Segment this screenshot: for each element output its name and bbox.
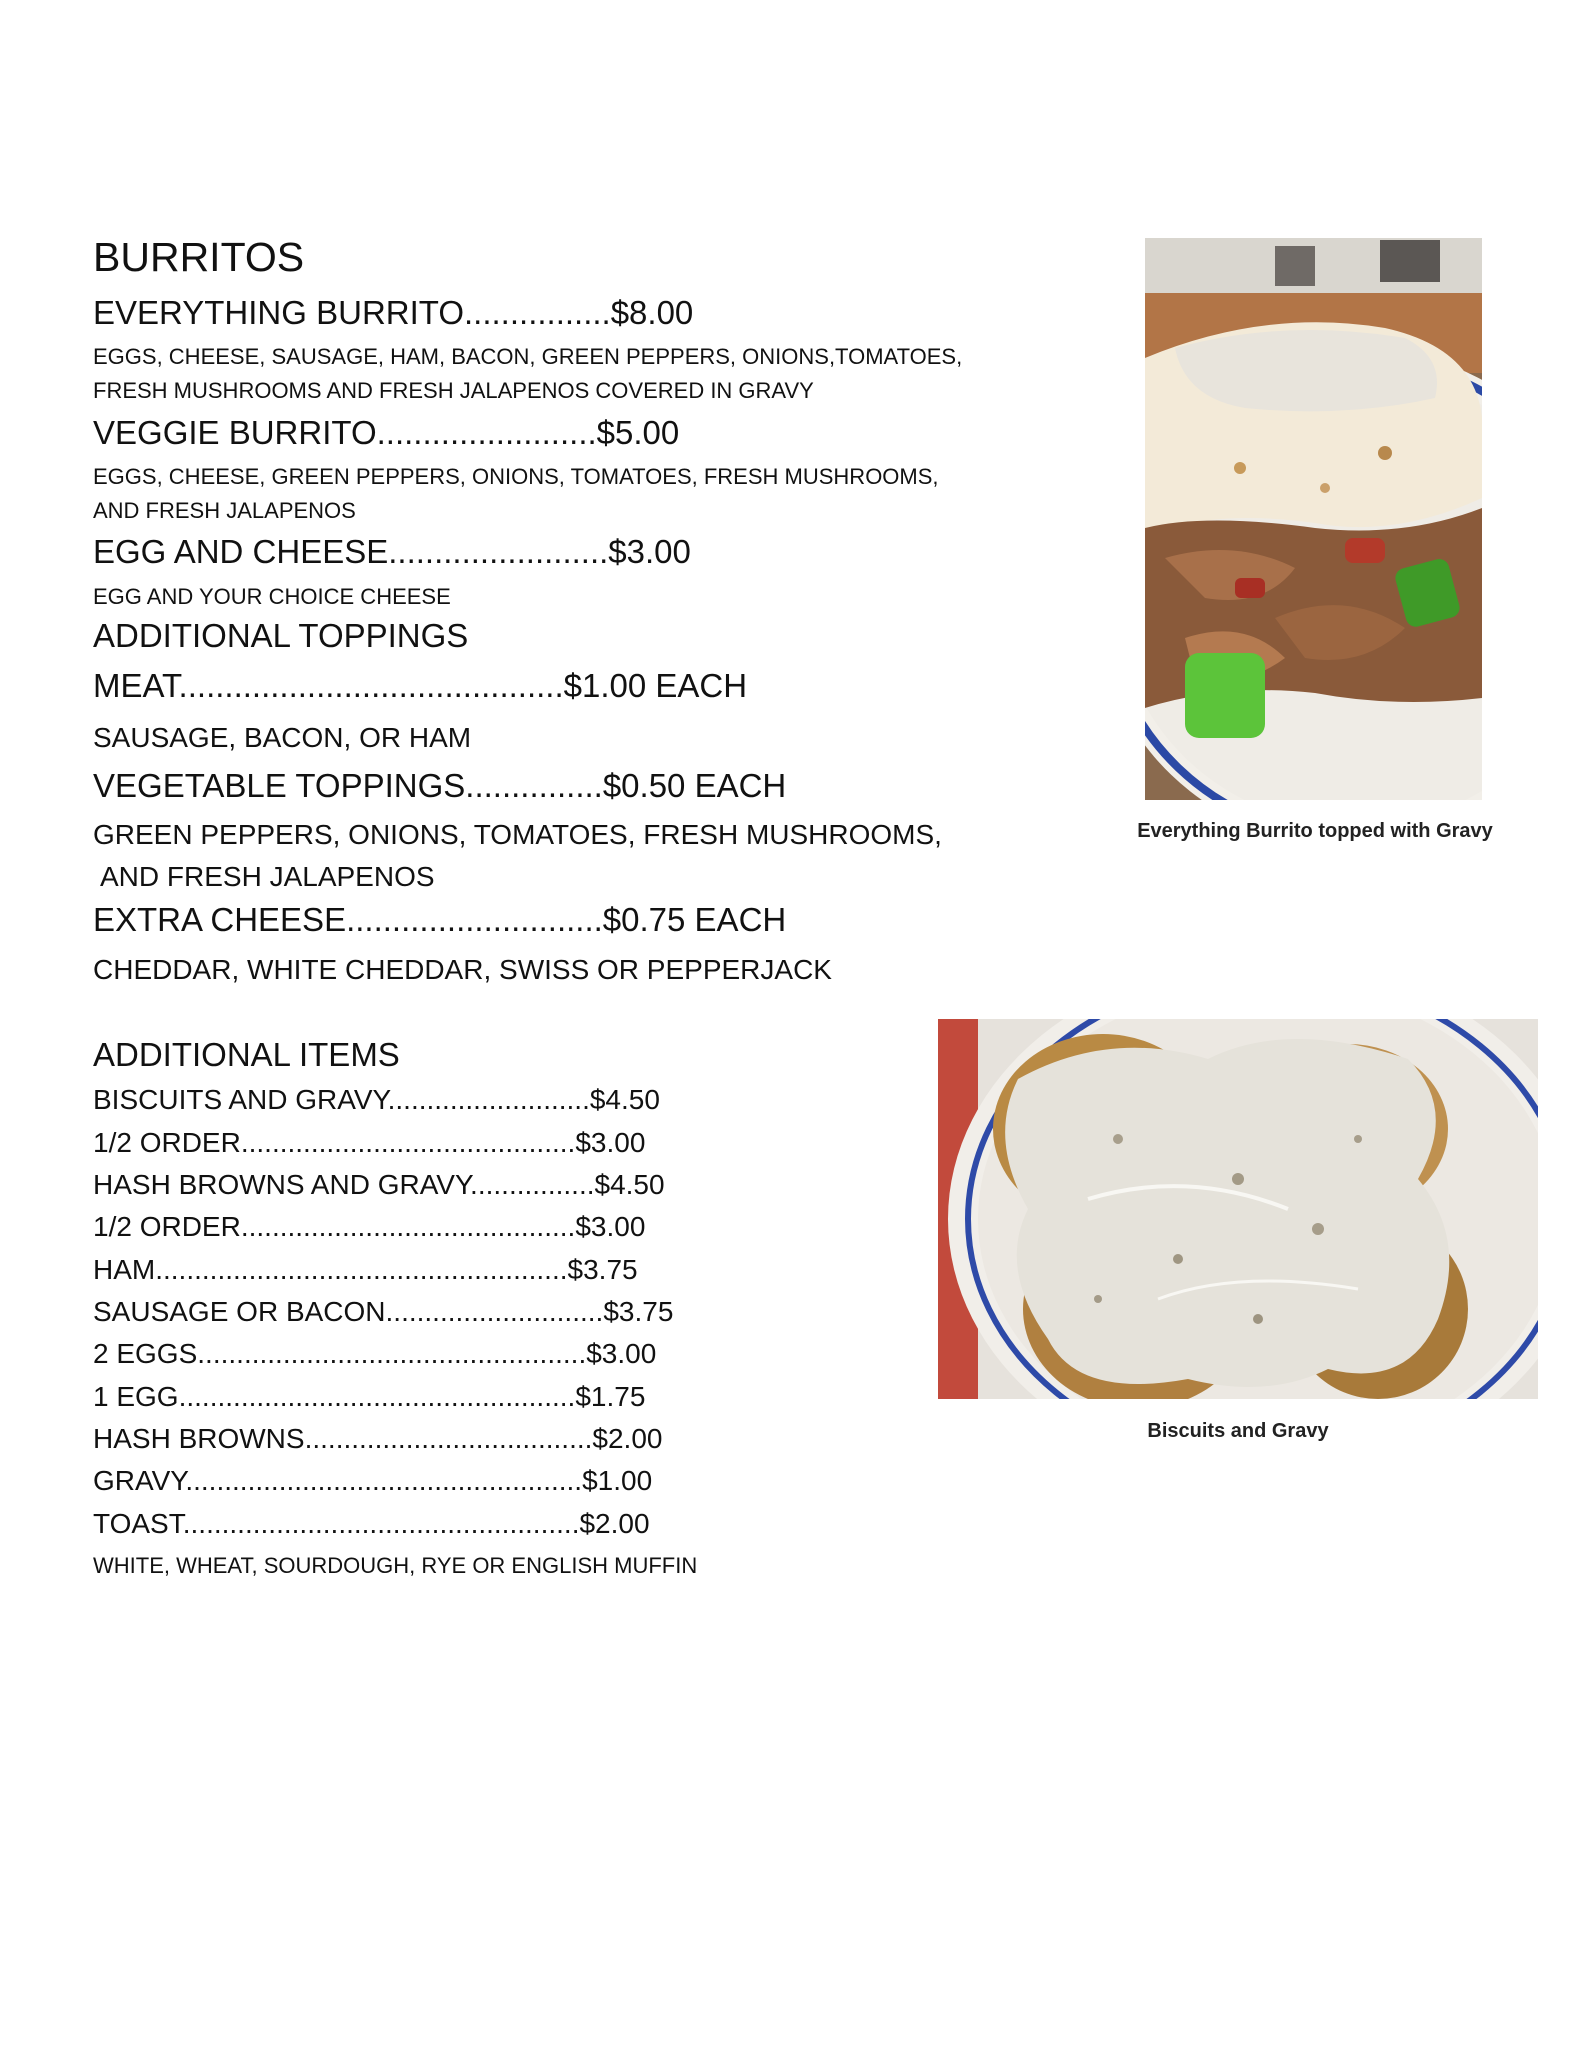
additional-item: 1/2 ORDER...........................................$3.00 — [93, 1211, 646, 1242]
biscuits-gravy-caption: Biscuits and Gravy — [1147, 1420, 1329, 1442]
egg-cheese-line: EGG AND CHEESE........................$3.00 — [93, 533, 691, 570]
additional-item: HAM.....................................................$3.75 — [93, 1254, 638, 1285]
additional-item: HASH BROWNS AND GRAVY................$4.50 — [93, 1169, 665, 1200]
additional-item: BISCUITS AND GRAVY..........................$4.50 — [93, 1084, 660, 1115]
additional-item: 1 EGG...................................................$1.75 — [93, 1381, 646, 1412]
toppings-heading: ADDITIONAL TOPPINGS — [93, 617, 469, 654]
egg-cheese-desc: EGG AND YOUR CHOICE CHEESE — [93, 584, 451, 609]
additional-item: HASH BROWNS.....................................$2.00 — [93, 1423, 663, 1454]
everything-burrito-desc-2: FRESH MUSHROOMS AND FRESH JALAPENOS COVERED IN GRAVY — [93, 378, 814, 403]
additional-item: GRAVY...................................................$1.00 — [93, 1465, 653, 1496]
everything-burrito-caption: Everything Burrito topped with Gravy — [1137, 820, 1493, 842]
meat-topping-desc: SAUSAGE, BACON, OR HAM — [93, 722, 472, 753]
veggie-burrito-desc-2: AND FRESH JALAPENOS — [93, 498, 356, 523]
additional-item: TOAST...................................................$2.00 — [93, 1508, 650, 1539]
extra-cheese-desc: CHEDDAR, WHITE CHEDDAR, SWISS OR PEPPERJACK — [93, 954, 832, 985]
meat-topping-line: MEAT..........................................$1.00 EACH — [93, 667, 748, 704]
veggie-burrito-desc-1: EGGS, CHEESE, GREEN PEPPERS, ONIONS, TOMATOES, FRESH MUSHROOMS, — [93, 464, 939, 489]
vegetable-topping-line: VEGETABLE TOPPINGS...............$0.50 EACH — [93, 767, 787, 804]
additional-item: 2 EGGS..................................................$3.00 — [93, 1338, 657, 1369]
veggie-burrito-line: VEGGIE BURRITO........................$5.00 — [93, 414, 680, 451]
toast-desc: WHITE, WHEAT, SOURDOUGH, RYE OR ENGLISH MUFFIN — [93, 1553, 698, 1578]
everything-burrito-photo — [1145, 238, 1482, 800]
vegetable-topping-desc-2: AND FRESH JALAPENOS — [100, 861, 435, 892]
extra-cheese-line: EXTRA CHEESE............................$0.75 EACH — [93, 901, 787, 938]
biscuits-gravy-photo — [938, 1019, 1538, 1419]
everything-burrito-line: EVERYTHING BURRITO................$8.00 — [93, 294, 694, 331]
additional-item: SAUSAGE OR BACON............................$3.75 — [93, 1296, 674, 1327]
additional-items-heading: ADDITIONAL ITEMS — [93, 1036, 400, 1073]
everything-burrito-desc-1: EGGS, CHEESE, SAUSAGE, HAM, BACON, GREEN PEPPERS, ONIONS,TOMATOES, — [93, 344, 963, 369]
vegetable-topping-desc-1: GREEN PEPPERS, ONIONS, TOMATOES, FRESH MUSHROOMS, — [93, 819, 942, 850]
additional-item: 1/2 ORDER...........................................$3.00 — [93, 1127, 646, 1158]
burritos-heading: BURRITOS — [93, 234, 305, 280]
